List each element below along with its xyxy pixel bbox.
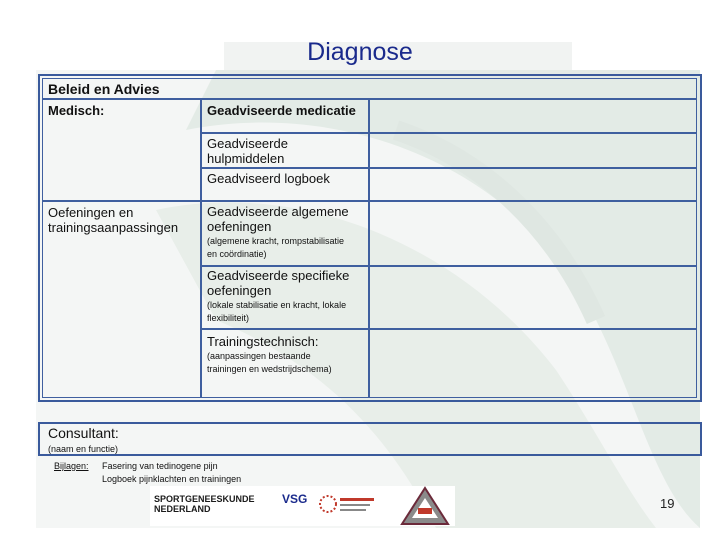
bijlagen-item-1: Fasering van tedinogene pijn — [102, 461, 218, 471]
medicatie-label: Geadviseerde medicatie — [207, 103, 356, 118]
algemene-note-line1: (algemene kracht, rompstabilisatie — [207, 236, 345, 246]
consultant-note: (naam en functie) — [48, 444, 119, 454]
page-number: 19 — [660, 496, 675, 511]
slide-title: Diagnose — [307, 38, 413, 66]
cell-trainingstechnisch-value — [369, 329, 697, 398]
sportgeneeskunde-logo-line2: NEDERLAND — [154, 504, 211, 514]
trainingstechnisch-note-line1: (aanpassingen bestaande — [207, 351, 311, 361]
oefeningen-label-line1: Oefeningen en — [48, 205, 134, 220]
specifieke-label-line2: oefeningen — [207, 283, 272, 298]
triangle-emblem-icon — [400, 486, 450, 526]
hulpmiddelen-label-line2: hulpmiddelen — [207, 151, 285, 166]
sportgeneeskunde-logo-line1: SPORTGENEESKUNDE — [154, 494, 255, 504]
consultant-box — [38, 422, 702, 456]
algemene-label-line1: Geadviseerde algemene — [207, 204, 349, 219]
consultant-label: Consultant: — [48, 425, 119, 441]
advice-table — [42, 78, 697, 398]
table-header-label: Beleid en Advies — [48, 81, 160, 97]
oefeningen-label-line2: trainingsaanpassingen — [48, 220, 179, 235]
cell-hulpmiddelen-value — [369, 133, 697, 168]
logboek-label: Geadviseerd logboek — [207, 171, 330, 186]
vsg-logo: VSG — [282, 492, 308, 506]
specifieke-note-line2: flexibiliteit) — [207, 313, 250, 323]
trainingstechnisch-label: Trainingstechnisch: — [207, 334, 319, 349]
algemene-note-line2: en coördinatie) — [207, 249, 267, 259]
medisch-label: Medisch: — [48, 103, 105, 118]
sponsor-logos — [150, 486, 455, 526]
specifieke-note-line1: (lokale stabilisatie en kracht, lokale — [207, 300, 347, 310]
fysiotherapie-logo-icon — [318, 492, 378, 516]
sportgeneeskunde-logo — [154, 494, 255, 514]
bijlagen-label: Bijlagen: — [54, 461, 89, 471]
cell-logboek-value — [369, 168, 697, 201]
bijlagen-item-2: Logboek pijnklachten en trainingen — [102, 474, 242, 484]
cell-specifieke-value — [369, 266, 697, 329]
cell-medicatie-value — [369, 99, 697, 133]
trainingstechnisch-note-line2: trainingen en wedstrijdschema) — [207, 364, 332, 374]
specifieke-label-line1: Geadviseerde specifieke — [207, 268, 350, 283]
algemene-label-line2: oefeningen — [207, 219, 272, 234]
cell-algemene-value — [369, 201, 697, 266]
hulpmiddelen-label-line1: Geadviseerde — [207, 136, 288, 151]
